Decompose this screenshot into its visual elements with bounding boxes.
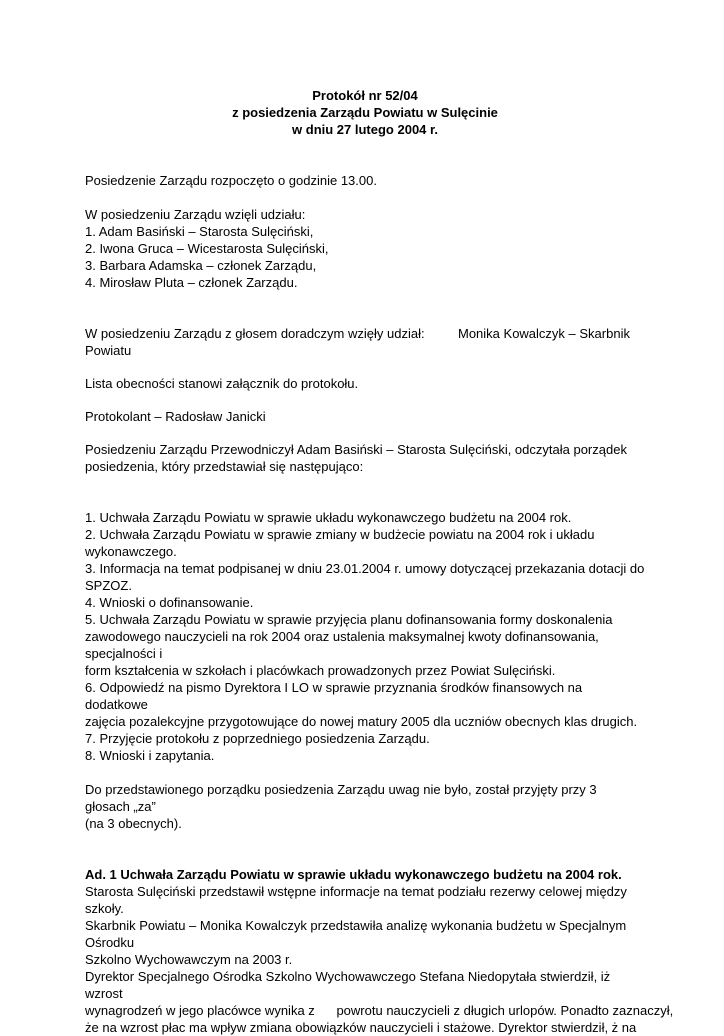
advisory-section [85, 325, 645, 359]
agenda-list [85, 509, 645, 764]
agenda-line: 1. Uchwała Zarządu Powiatu w sprawie układu wykonawczego budżetu na 2004 rok. [85, 510, 572, 525]
chair-line: Posiedzeniu Zarządu Przewodniczył Adam Basiński – Starosta Sulęciński, odczytała porządek [85, 442, 627, 457]
title-line-3: w dniu 27 lutego 2004 r. [292, 122, 438, 137]
opening-paragraph: Posiedzenie Zarządu rozpoczęto o godzinie 13.00. [85, 173, 377, 188]
participant-item: 2. Iwona Gruca – Wicestarosta Sulęciński, [85, 241, 329, 256]
agenda-vote-line: Do przedstawionego porządku posiedzenia Zarządu uwag nie było, został przyjęty przy 3 głosach „za” [85, 782, 597, 814]
participants-section [85, 206, 645, 291]
chair-paragraph [85, 441, 645, 475]
advisory-right: Monika Kowalczyk – Skarbnik [458, 326, 630, 341]
participants-heading: W posiedzeniu Zarządu wzięli udziału: [85, 207, 306, 222]
ad1-line: Starosta Sulęciński przedstawił wstępne informacje na temat podziału rezerwy celowej między szkoły. [85, 884, 627, 916]
agenda-line: 4. Wnioski o dofinansowanie. [85, 595, 254, 610]
advisory-left: W posiedzeniu Zarządu z głosem doradczym wzięły udział: [85, 326, 425, 341]
advisory-continuation: Powiatu [85, 343, 132, 358]
recorder-paragraph: Protokolant – Radosław Janicki [85, 409, 266, 424]
ad1-section [85, 866, 674, 1036]
agenda-vote-paragraph [85, 781, 645, 832]
document-title [85, 87, 645, 138]
ad1-line: Dyrektor Specjalnego Ośrodka Szkolno Wychowawczego Stefana Niedopytała stwierdził, iż wzrost [85, 969, 611, 1001]
agenda-line: 2. Uchwała Zarządu Powiatu w sprawie zmiany w budżecie powiatu na 2004 rok i układu [85, 527, 595, 542]
participant-item: 4. Mirosław Pluta – członek Zarządu. [85, 275, 298, 290]
agenda-line: 5. Uchwała Zarządu Powiatu w sprawie przyjęcia planu dofinansowania formy doskonalenia [85, 612, 613, 627]
agenda-line: zawodowego nauczycieli na rok 2004 oraz ustalenia maksymalnej kwoty dofinansowania, specjalności i [85, 629, 599, 661]
agenda-line: form kształcenia w szkołach i placówkach prowadzonych przez Powiat Sulęciński. [85, 663, 556, 678]
ad1-heading: Ad. 1 Uchwała Zarządu Powiatu w sprawie układu wykonawczego budżetu na 2004 rok. [85, 867, 622, 882]
agenda-line: 7. Przyjęcie protokołu z poprzedniego posiedzenia Zarządu. [85, 731, 430, 746]
agenda-line: 3. Informacja na temat podpisanej w dniu 23.01.2004 r. umowy dotyczącej przekazania dotacji do [85, 561, 645, 576]
agenda-line: zajęcia pozalekcyjne przygotowujące do nowej matury 2005 dla uczniów obecnych klas drugich. [85, 714, 638, 729]
title-line-2: z posiedzenia Zarządu Powiatu w Sulęcinie [232, 105, 498, 120]
ad1-line: Szkolno Wychowawczym na 2003 r. [85, 952, 293, 967]
participant-item: 1. Adam Basiński – Starosta Sulęciński, [85, 224, 314, 239]
agenda-line: 6. Odpowiedź na pismo Dyrektora I LO w sprawie przyznania środków finansowych na dodatkowe [85, 680, 583, 712]
ad1-line: wynagrodzeń w jego placówce wynika z powrotu nauczycieli z długich urlopów. Ponadto zaznaczył, [85, 1003, 674, 1018]
chair-line: posiedzenia, który przedstawiał się następująco: [85, 459, 364, 474]
agenda-vote-line: (na 3 obecnych). [85, 816, 182, 831]
agenda-line: SPZOZ. [85, 578, 132, 593]
ad1-line: że na wzrost płac ma wpływ zmiana obowiązków nauczycieli i stażowe. Dyrektor stwierdził, ż na [85, 1020, 637, 1035]
attendance-paragraph: Lista obecności stanowi załącznik do protokołu. [85, 376, 359, 391]
title-line-1: Protokół nr 52/04 [312, 88, 418, 103]
participant-item: 3. Barbara Adamska – członek Zarządu, [85, 258, 317, 273]
agenda-line: 8. Wnioski i zapytania. [85, 748, 215, 763]
agenda-line: wykonawczego. [85, 544, 177, 559]
document-page [85, 87, 674, 1036]
ad1-line: Skarbnik Powiatu – Monika Kowalczyk przedstawiła analizę wykonania budżetu w Specjalnym Ośrodku [85, 918, 627, 950]
